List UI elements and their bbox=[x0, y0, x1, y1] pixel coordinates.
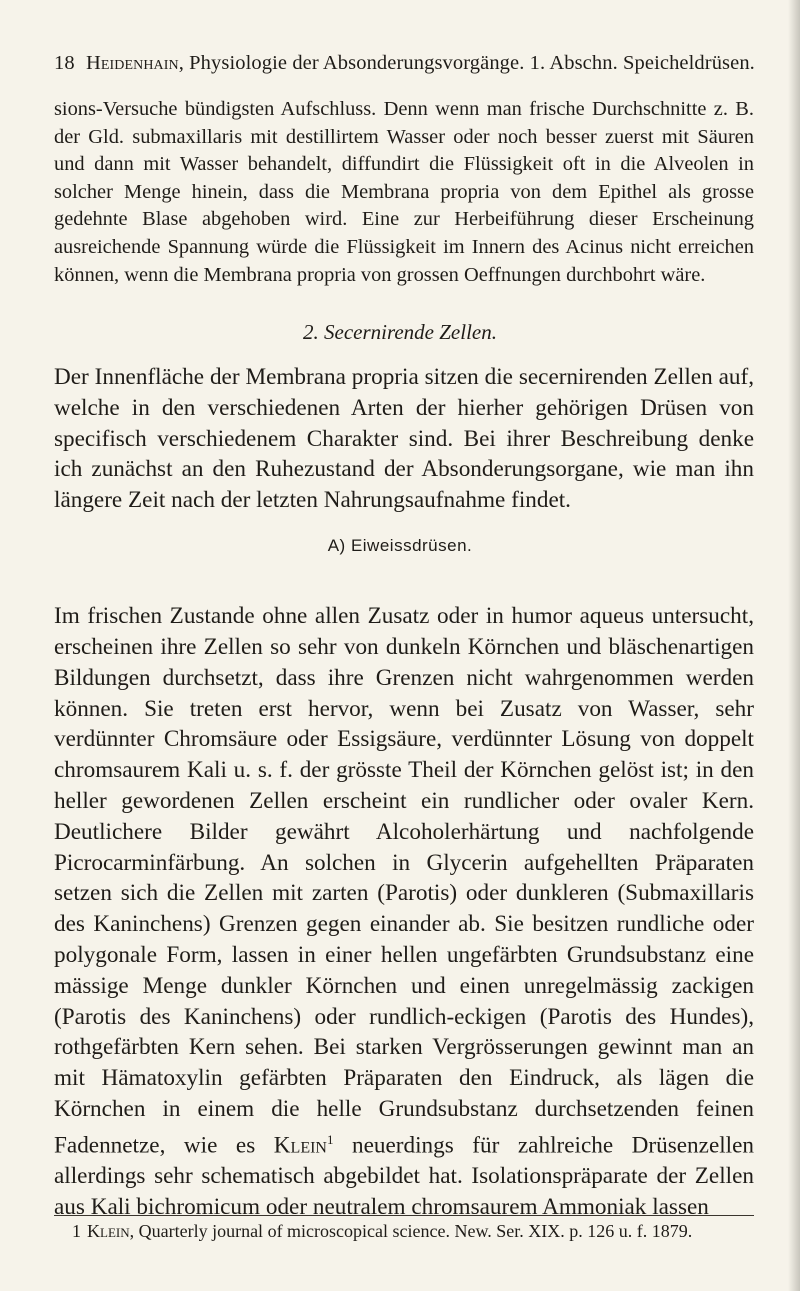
subheading: A) Eiweissdrüsen. bbox=[327, 536, 473, 555]
page-edge-shadow bbox=[788, 0, 800, 1291]
running-header bbox=[54, 52, 754, 75]
footnote-reference: 1 bbox=[326, 1131, 334, 1147]
main-paragraph-text-2: neuerdings für zahlreiche Drüsenzellen allerdings sehr schematisch abgebildet hat. Isolationspräparate der Zellen aus Kali bichromicum oder neutralem chromsaurem Ammoniak lassen bbox=[54, 1132, 755, 1221]
main-paragraph-block bbox=[54, 578, 754, 1246]
section-paragraph: Der Innenfläche der Membrana propria sitzen die secernirenden Zellen auf, welche in den verschiedenen Arten der hierher gehörigen Drüsen von specifisch verschiedenem Charakter sind. Bei ihrer Beschreibung denke ich zunächst an den Ruhezustand der Absonderungsorgane, wie man ihn längere Zeit nach der letzten Nahrungsaufnahme findet. bbox=[54, 364, 754, 514]
footnote-rule bbox=[54, 1215, 754, 1216]
header-title: , Physiologie der Absonderungsvorgänge. 1. Abschn. Speicheldrüsen. bbox=[178, 52, 755, 74]
header-author: Heidenhain bbox=[85, 52, 179, 74]
main-paragraph bbox=[54, 601, 754, 1223]
intro-paragraph-block bbox=[54, 96, 754, 289]
footnote bbox=[54, 1220, 754, 1242]
citation-name: Klein bbox=[273, 1132, 327, 1159]
main-paragraph-text-1: Im frischen Zustande ohne allen Zusatz oder in humor aqueus untersucht, erscheinen ihre Zellen so sehr von dunkeln Körnchen und bläschenartigen Bildungen durchsetzt, dass ihre Grenzen nicht wahrgenommen werden können. Sie treten erst hervor, wenn bei Zusatz von Wasser, sehr verdünnter Chromsäure oder Essigsäure, verdünnter Lösung von doppelt chromsaurem Kali u. s. f. der grösste Theil der Körnchen gelöst ist; in den heller gewordenen Zellen erscheint ein rundlicher oder ovaler Kern. Deutlichere Bilder gewährt Alcoholerhärtung und nachfolgende Picrocarminfärbung. An solchen in Glycerin aufgehellten Präparaten setzen sich die Zellen mit zarten (Parotis) oder dunkleren (Submaxillaris des Kaninchens) Grenzen gegen einander ab. Sie besitzen rundliche oder polygonale Form, lassen in einer hellen ungefärbten Grundsubstanz eine mässige Menge dunkler Körnchen und einen unregelmässig zackigen (Parotis des Kaninchens) oder rundlich-eckigen (Parotis des Hundes), rothgefärbten Kern sehen. Bei starken Vergrösserungen gewinnt man an mit Hämatoxylin gefärbten Präparaten den Eindruck, als lägen die Körnchen in einem die helle Grundsubstanz durchsetzenden feinen Fadennetze, wie es bbox=[54, 603, 754, 1159]
footnote-author: Klein bbox=[87, 1221, 130, 1241]
section-paragraph-block bbox=[54, 362, 754, 516]
page-number: 18 bbox=[54, 52, 75, 74]
footnote-text: , Quarterly journal of microscopical science. New. Ser. XIX. p. 126 u. f. 1879. bbox=[129, 1221, 693, 1241]
intro-paragraph: sions-Versuche bündigsten Aufschluss. Denn wenn man frische Durchschnitte z. B. der Gld. submaxillaris mit destillirtem Wasser oder noch besser zuerst mit Säuren und dann mit Wasser behandelt, diffundirt die Flüssigkeit oft in die Alveolen in solcher Menge hinein, dass die Membrana propria von dem Epithel als grosse gedehnte Blase abgehoben wird. Eine zur Herbeiführung dieser Erscheinung ausreichende Spannung würde die Flüssigkeit im Innern des Acinus nicht erreichen können, wenn die Membrana propria von grossen Oeffnungen durchbohrt wäre. bbox=[54, 98, 754, 286]
section-heading: 2. Secernirende Zellen. bbox=[303, 320, 497, 344]
footnote-marker: 1 bbox=[72, 1221, 81, 1241]
